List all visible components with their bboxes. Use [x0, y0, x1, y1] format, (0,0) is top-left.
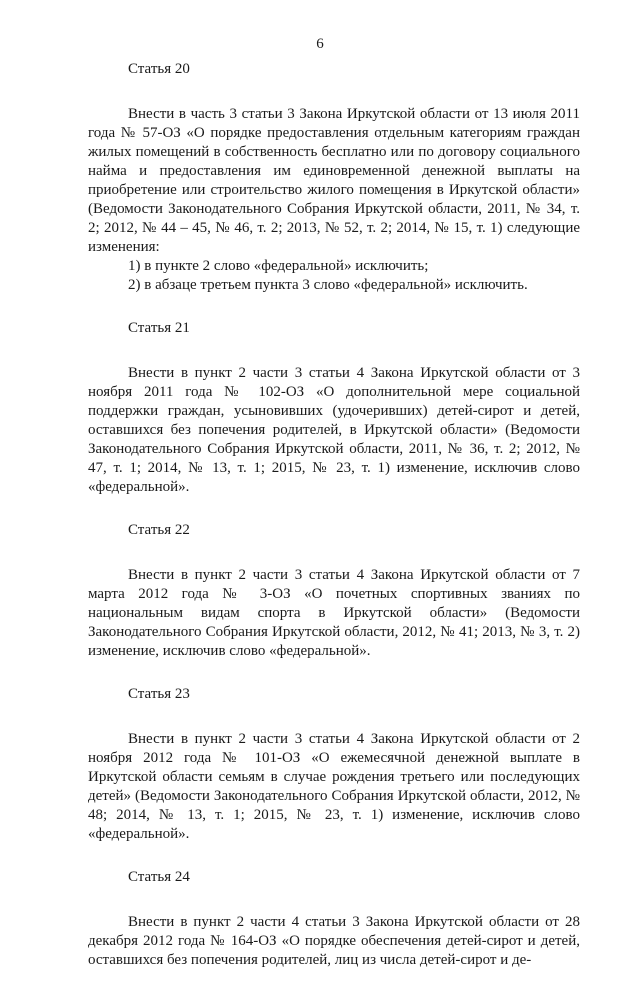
article-item: 1) в пункте 2 слово «федеральной» исключить;	[128, 258, 429, 274]
article-22	[88, 521, 580, 661]
article-body: Внести в пункт 2 части 3 статьи 4 Закона Иркутской области от 2 ноября 2012 года № 101-ОЗ «О ежемесячной денежной выплате в Иркутской области семьям в случае рождения третьего или последующих детей» (Ведомости Законодательного Собрания Иркутской области, 2012, № 48; 2014, № 13, т. 1; 2015, № 23, т. 1) изменение, исключив слово «федеральной».	[88, 731, 580, 842]
article-24	[88, 868, 580, 970]
article-body: Внести в часть 3 статьи 3 Закона Иркутской области от 13 июля 2011 года № 57-ОЗ «О порядке предоставления отдельным категориям граждан жилых помещений в собственность бесплатно или по договору социального найма и предоставления им единовременной денежной выплаты на приобретение или строительство жилого помещения в Иркутской области» (Ведомости Законодательного Собрания Иркутской области, 2011, № 34, т. 2; 2012, № 44 – 45, № 46, т. 2; 2013, № 52, т. 2; 2014, № 15, т. 1) следующие изменения:	[88, 106, 580, 255]
article-21	[88, 319, 580, 497]
page-number: 6	[316, 36, 324, 52]
document-content	[88, 60, 580, 994]
article-body: Внести в пункт 2 части 3 статьи 4 Закона Иркутской области от 7 марта 2012 года № 3-ОЗ «О почетных спортивных званиях по национальным видам спорта в Иркутской области» (Ведомости Законодательного Собрания Иркутской области, 2012, № 41; 2013, № 3, т. 2) изменение, исключив слово «федеральной».	[88, 567, 580, 659]
article-body: Внести в пункт 2 части 4 статьи 3 Закона Иркутской области от 28 декабря 2012 года № 164-ОЗ «О порядке обеспечения детей-сирот и детей, оставшихся без попечения родителей, лиц из числа детей-сирот и де-	[88, 914, 580, 968]
article-heading: Статья 21	[128, 320, 190, 336]
article-body: Внести в пункт 2 части 3 статьи 4 Закона Иркутской области от 3 ноября 2011 года № 102-ОЗ «О дополнительной мере социальной поддержки граждан, усыновивших (удочеривших) детей-сирот и детей, оставшихся без попечения родителей, в Иркутской области» (Ведомости Законодательного Собрания Иркутской области, 2011, № 36, т. 2; 2012, № 47, т. 1; 2014, № 13, т. 1; 2015, № 23, т. 1) изменение, исключив слово «федеральной».	[88, 365, 580, 495]
article-heading: Статья 22	[128, 522, 190, 538]
article-heading: Статья 24	[128, 869, 190, 885]
article-23	[88, 685, 580, 844]
article-heading: Статья 23	[128, 686, 190, 702]
article-heading: Статья 20	[128, 61, 190, 77]
article-item: 2) в абзаце третьем пункта 3 слово «федеральной» исключить.	[128, 277, 528, 293]
article-20	[88, 60, 580, 295]
